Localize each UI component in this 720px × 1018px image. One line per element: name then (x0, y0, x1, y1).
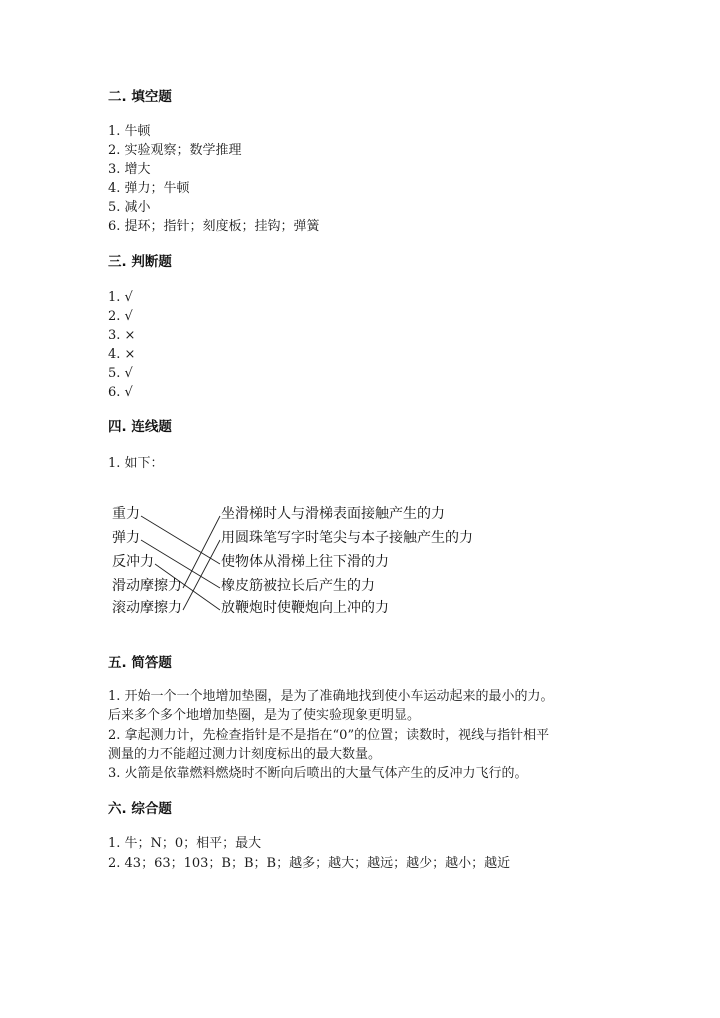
section-heading-short: 五. 简答题 (108, 655, 172, 671)
match-left-4: 滑动摩擦力 (112, 578, 182, 594)
matching-diagram (108, 500, 508, 625)
fill-answer-6: 6. 提环；指针；刻度板；挂钩；弹簧 (108, 219, 320, 234)
fill-answer-1: 1. 牛顿 (108, 124, 151, 139)
match-left-3: 反冲力 (112, 554, 154, 570)
short-answer-line-1: 1. 开始一个一个地增加垫圈，是为了准确地找到使小车运动起来的最小的力。 (108, 689, 554, 704)
section-heading-comp: 六. 综合题 (108, 801, 172, 817)
match-left-2: 弹力 (112, 530, 140, 546)
judge-answer-4: 4. × (108, 347, 136, 362)
fill-answer-2: 2. 实验观察；数学推理 (108, 143, 242, 158)
section-heading-fill: 二. 填空题 (108, 89, 172, 105)
short-answer-line-4: 测量的力不能超过测力计刻度标出的最大数量。 (108, 747, 382, 762)
match-right-1: 坐滑梯时人与滑梯表面接触产生的力 (221, 506, 445, 522)
match-right-3: 使物体从滑梯上往下滑的力 (221, 554, 389, 570)
match-intro: 1. 如下： (108, 456, 164, 471)
judge-answer-3: 3. × (108, 328, 136, 343)
judge-answer-5: 5. √ (108, 366, 133, 381)
match-right-5: 放鞭炮时使鞭炮向上冲的力 (221, 600, 389, 616)
comp-answer-1: 1. 牛；N；0；相平；最大 (108, 836, 262, 851)
match-right-4: 橡皮筋被拉长后产生的力 (221, 578, 375, 594)
judge-answer-1: 1. √ (108, 290, 133, 305)
match-right-2: 用圆珠笔写字时笔尖与本子接触产生的力 (221, 530, 473, 546)
short-answer-line-2: 后来多个多个地增加垫圈，是为了使实验现象更明显。 (108, 708, 421, 723)
match-connection-line (183, 540, 220, 610)
judge-answer-6: 6. √ (108, 385, 133, 400)
section-heading-judge: 三. 判断题 (108, 254, 172, 270)
match-left-1: 重力 (112, 506, 140, 522)
match-left-5: 滚动摩擦力 (112, 600, 182, 616)
short-answer-line-5: 3. 火箭是依靠燃料燃烧时不断向后喷出的大量气体产生的反冲力飞行的。 (108, 766, 528, 781)
short-answer-line-3: 2. 拿起测力计，先检查指针是不是指在“0”的位置；读数时，视线与指针相平 (108, 728, 550, 743)
fill-answer-4: 4. 弹力；牛顿 (108, 181, 190, 196)
fill-answer-3: 3. 增大 (108, 162, 151, 177)
judge-answer-2: 2. √ (108, 309, 133, 324)
comp-answer-2: 2. 43；63；103；B；B；B；越多；越大；越远；越少；越小；越近 (108, 856, 511, 871)
section-heading-match: 四. 连线题 (108, 419, 172, 435)
fill-answer-5: 5. 减小 (108, 200, 151, 215)
